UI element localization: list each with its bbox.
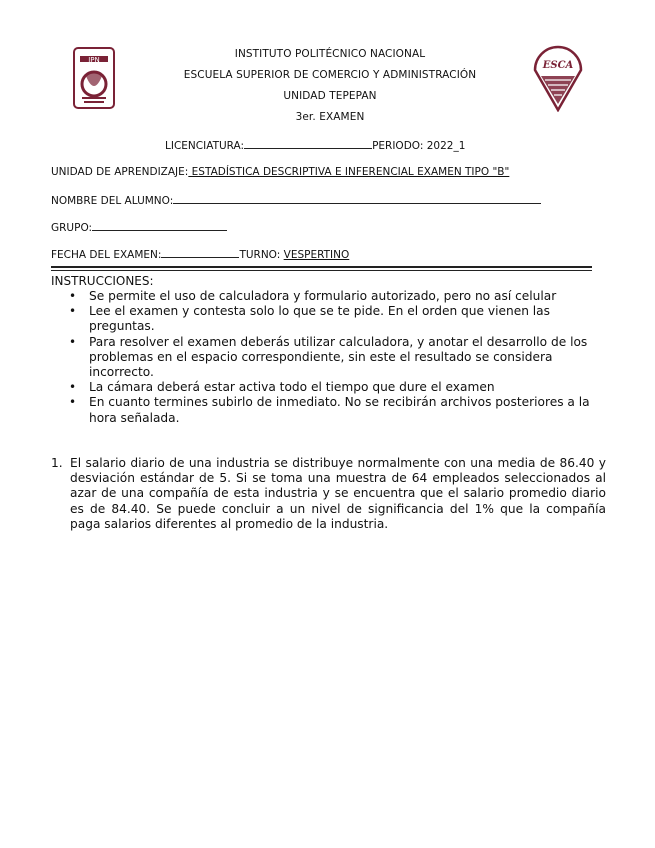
instructions-list: [51, 289, 606, 426]
instruction-item: • Lee el examen y contesta solo lo que se te pide. En el orden que vienen las preguntas.: [89, 304, 606, 334]
institution-name: INSTITUTO POLITÉCNICO NACIONAL: [234, 48, 426, 60]
ipn-logo: [72, 46, 116, 110]
fecha-label: FECHA DEL EXAMEN:: [51, 249, 162, 261]
fecha-row: [51, 247, 349, 262]
grupo-blank[interactable]: [92, 220, 227, 231]
turno-label: TURNO:: [239, 249, 284, 261]
licenciatura-label: LICENCIATURA:: [165, 140, 245, 152]
esca-logo-text: ESCA: [542, 60, 574, 71]
periodo-label: PERIODO:: [372, 140, 427, 152]
school-name: ESCUELA SUPERIOR DE COMERCIO Y ADMINISTRACIÓN: [183, 69, 477, 81]
question-number: 1.: [51, 456, 63, 470]
instruction-item: • Para resolver el examen deberás utilizar calculadora, y anotar el desarrollo de los problemas en el espacio correspondiente, sin este el resultado se considera incorrecto.: [89, 335, 606, 381]
divider-top: [51, 266, 592, 268]
grupo-label: GRUPO:: [51, 222, 93, 234]
instruction-item: • Se permite el uso de calculadora y formulario autorizado, pero no así celular: [89, 289, 606, 304]
turno-value: VESPERTINO: [283, 249, 350, 261]
instruction-item: • La cámara deberá estar activa todo el tiempo que dure el examen: [89, 380, 606, 395]
instruction-item: • En cuanto termines subirlo de inmediato. No se recibirán archivos posteriores a la hora señalada.: [89, 395, 606, 425]
unit-name: UNIDAD TEPEPAN: [283, 90, 377, 102]
periodo-value: 2022_1: [426, 140, 466, 152]
licenciatura-row: [165, 138, 465, 153]
nombre-label: NOMBRE DEL ALUMNO:: [51, 195, 174, 207]
nombre-blank[interactable]: [173, 193, 541, 204]
unidad-value: ESTADÍSTICA DESCRIPTIVA E INFERENCIAL EXAMEN TIPO "B": [188, 166, 510, 178]
grupo-row: [51, 220, 227, 235]
divider-bottom: [51, 270, 592, 271]
ipn-logo-text: IPN: [88, 56, 100, 64]
instructions-title: INSTRUCCIONES:: [51, 274, 154, 288]
licenciatura-blank[interactable]: [244, 138, 372, 149]
unidad-row: [51, 165, 509, 179]
nombre-row: [51, 193, 541, 208]
fecha-blank[interactable]: [161, 247, 239, 258]
unidad-label: UNIDAD DE APRENDIZAJE:: [51, 166, 189, 178]
question-1: [51, 456, 606, 532]
question-text: El salario diario de una industria se distribuye normalmente con una media de 86.40 y desviación estándar de 5. Si se toma una muestra de 64 empleados seleccionados al azar de una compañía de esta industria y se encuentra que el salario promedio diario es de 84.40. Se puede concluir a un nivel de significancia del 1% que la compañía paga salarios diferentes al promedio de la industria.: [70, 456, 606, 531]
exam-title: 3er. EXAMEN: [295, 111, 365, 123]
